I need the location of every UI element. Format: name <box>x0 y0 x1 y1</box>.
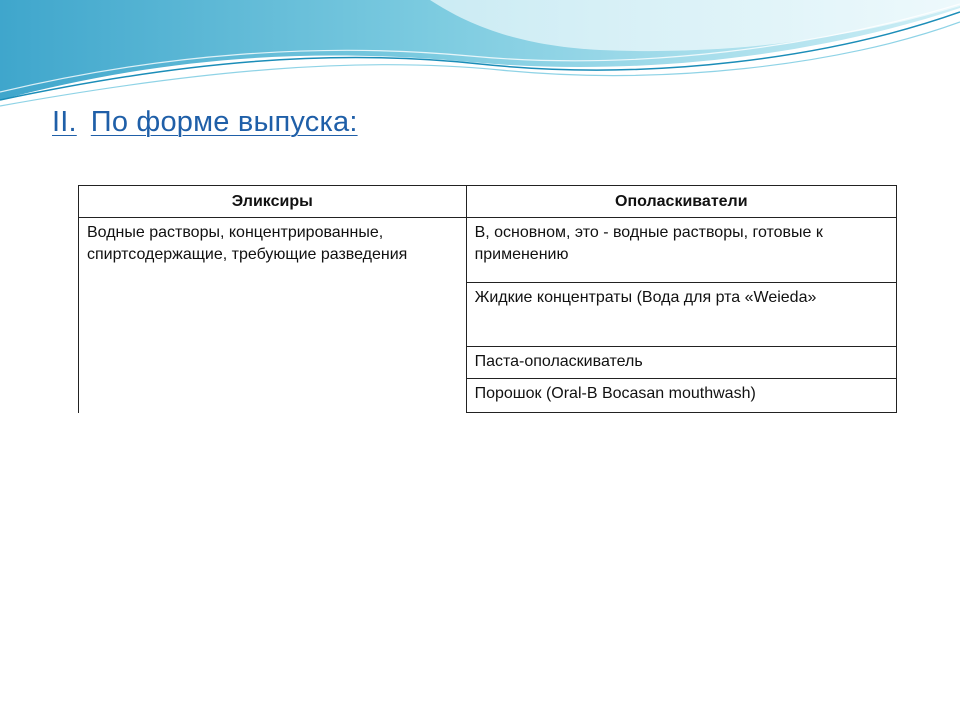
rinse-cell-2: Жидкие концентраты (Вода для рта «Weieda» <box>466 283 896 347</box>
wave-decoration <box>0 0 960 120</box>
rinse-cell-1: В, основном, это - водные растворы, готовые к применению <box>466 218 896 283</box>
title-text: По форме выпуска: <box>90 106 358 138</box>
elixirs-cell: Водные растворы, концентрированные, спиртсодержащие, требующие разведения <box>79 218 467 413</box>
title-number: II. <box>52 106 77 138</box>
rinse-cell-4: Порошок (Oral-B Bocasan mouthwash) <box>466 379 896 413</box>
table-row <box>79 218 897 283</box>
page-title <box>52 106 358 139</box>
rinse-cell-3: Паста-ополаскиватель <box>466 347 896 379</box>
release-forms-table <box>78 185 897 413</box>
header-elixirs: Эликсиры <box>79 186 467 218</box>
header-rinses: Ополаскиватели <box>466 186 896 218</box>
table-header-row <box>79 186 897 218</box>
